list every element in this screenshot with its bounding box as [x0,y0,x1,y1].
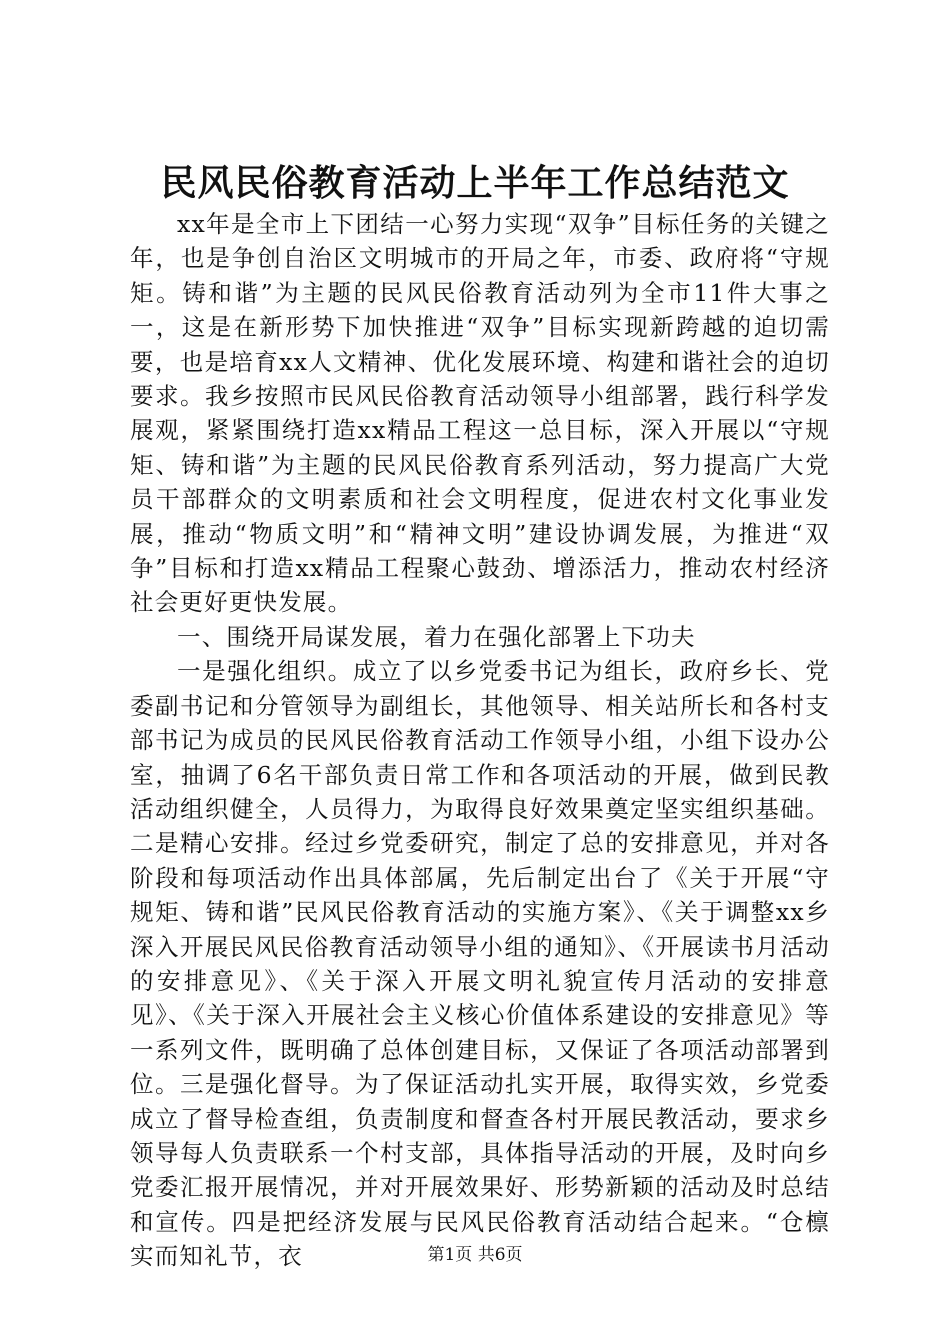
section-heading: 一、围绕开局谋发展，着力在强化部署上下功夫 [177,622,696,651]
page-number-footer: 第1页 共6页 [427,1245,523,1265]
document-body [130,207,830,1274]
section-paragraph: 一是强化组织。成立了以乡党委书记为组长，政府乡长、党委副书记和分管领导为副组长，其他领导、相关站所长和各村支部书记为成员的民风民俗教育活动工作领导小组，小组下设办公室，抽调了6名干部负责日常工作和各项活动的开展，做到民教活动组织健全，人员得力，为取得良好效果奠定坚实组织基础。二是精心安排。经过乡党委研究，制定了总的安排意见，并对各阶段和每项活动作出具体部属，先后制定出台了《关于开展“守规矩、铸和谐”民风民俗教育活动的实施方案》、《关于调整xx乡深入开展民风民俗教育活动领导小组的通知》、《开展读书月活动的安排意见》、《关于深入开展文明礼貌宣传月活动的安排意见》、《关于深入开展社会主义核心价值体系建设的安排意见》等一系列文件，既明确了总体创建目标，又保证了各项活动部署到位。三是强化督导。为了保证活动扎实开展，取得实效，乡党委成立了督导检查组，负责制度和督查各村开展民教活动，要求乡领导每人负责联系一个村支部，具体指导活动的开展，及时向乡党委汇报开展情况，并对开展效果好、形势新颖的活动及时总结和宣传。四是把经济发展与民风民俗教育活动结合起来。“仓檩实而知礼节，衣 [130,657,830,1271]
intro-paragraph: xx年是全市上下团结一心努力实现“双争”目标任务的关键之年，也是争创自治区文明城市的开局之年，市委、政府将“守规矩。铸和谐”为主题的民风民俗教育活动列为全市11件大事之一，这是在新形势下加快推进“双争”目标实现新跨越的迫切需要，也是培育xx人文精神、优化发展环境、构建和谐社会的迫切要求。我乡按照市民风民俗教育活动领导小组部署，践行科学发展观，紧紧围绕打造xx精品工程这一总目标，深入开展以“守规矩、铸和谐”为主题的民风民俗教育系列活动，努力提高广大党员干部群众的文明素质和社会文明程度，促进农村文化事业发展，推动“物质文明”和“精神文明”建设协调发展，为推进“双争”目标和打造xx精品工程聚心鼓劲、增添活力，推动农村经济社会更好更快发展。 [130,210,830,617]
document-title: 民风民俗教育活动上半年工作总结范文 [160,162,790,204]
